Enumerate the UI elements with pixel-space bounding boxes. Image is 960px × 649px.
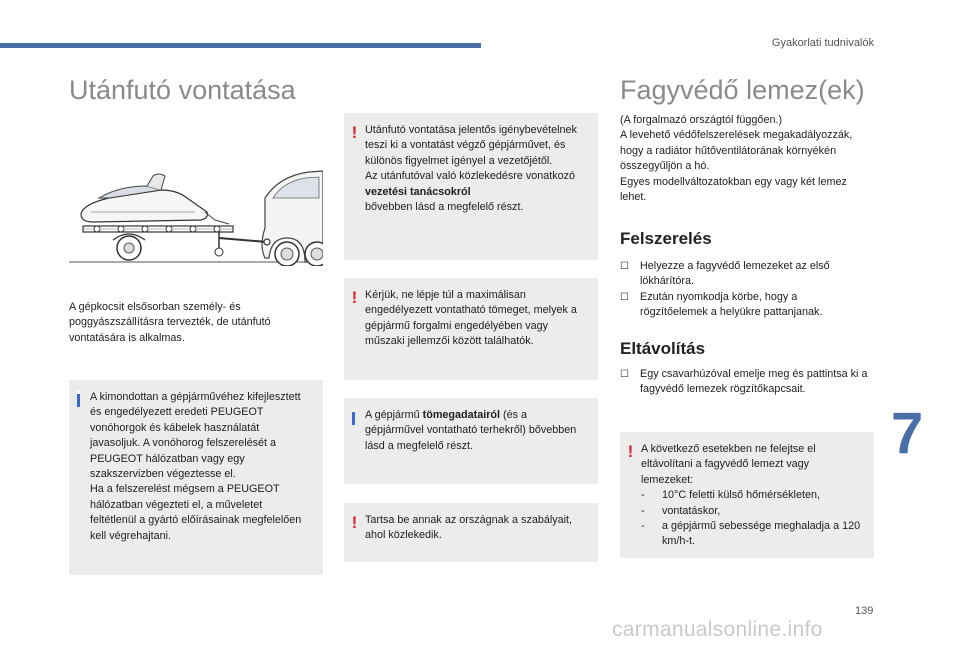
warning-box-removal-conditions xyxy=(620,432,874,558)
warning-icon: ! xyxy=(351,288,358,307)
info-icon-dot xyxy=(77,391,80,394)
info-box-text: A kimondottan a gépjárművéhez kifejlesztett és engedélyezett eredeti PEUGEOT vonóhorgok és kábelek használatát javasoljuk. A vonóhorog felszerelését a PEUGEOT hálózatban vagy egy szakszervizben végeztesse el. Ha a felszerelést mégsem a PEUGEOT hálózatban végezteti el, a műveletet feltétlenül a gyártó előírásainak megfelelően kell végrehajtani. xyxy=(90,391,302,542)
warning-box-text: Tartsa be annak az országnak a szabályait, ahol közlekedik. xyxy=(365,514,573,542)
list-item: ☐ Ezután nyomkodja körbe, hogy a rögzítőelemek a helyükre pattanjanak. xyxy=(620,291,823,319)
watermark: carmanualsonline.info xyxy=(612,618,823,641)
bullet-icon: ☐ xyxy=(620,369,629,380)
page-title-snow-screen: Fagyvédő lemez(ek) xyxy=(620,75,865,105)
page-number: 139 xyxy=(855,605,874,617)
warning-box-text: A következő esetekben ne felejtse el eltávolítani a fagyvédő lemezt vagy lemezeket: - 10°C feletti külső hőmérsékleten, - vontatáskor, - a gépjármű sebessége meghaladja a 120 km/h-t. xyxy=(641,442,862,550)
car-towing-jetski-trailer-icon xyxy=(69,168,323,266)
list-item: - 10°C feletti külső hőmérsékleten, xyxy=(641,489,820,502)
warning-icon: ! xyxy=(351,513,358,532)
heading-fitting: Felszerelés xyxy=(620,229,712,248)
list-item: ☐ Helyezze a fagyvédő lemezeket az első lökhárítóra. xyxy=(620,260,830,288)
list-item: ☐ Egy csavarhúzóval emelje meg és pattintsa ki a fagyvédő lemezek rögzítőkapcsait. xyxy=(620,368,868,396)
bullet-icon: ☐ xyxy=(620,292,629,303)
info-box-mass-data xyxy=(344,398,598,484)
warning-box-towing-load xyxy=(344,113,598,260)
list-item: - vontatáskor, xyxy=(641,504,721,517)
page-title-towing: Utánfutó vontatása xyxy=(69,75,296,105)
driving-advice-link: vezetési tanácsokról xyxy=(365,185,471,198)
warning-box-local-rules xyxy=(344,503,598,562)
warning-box-max-mass xyxy=(344,278,598,380)
mass-data-link: tömegadatairól xyxy=(422,409,501,421)
top-accent-bar xyxy=(0,43,481,48)
info-icon-dot xyxy=(352,409,355,412)
heading-removal: Eltávolítás xyxy=(620,339,706,358)
info-box-original-towbar xyxy=(69,380,323,575)
warning-box-text: Utánfutó vontatása jelentős igénybevételnek teszi ki a vontatást végző gépjárművet, és különös figyelmet igényel a vezetőjétől. Az utánfutóval való közlekedésre vonatkozó vezetési tanácsokról bővebben lásd a megfelelő részt. xyxy=(365,124,577,214)
warning-box-text: Kérjük, ne lépje túl a maximálisan engedélyezett vontatható tömeget, melyek a gépjármű forgalmi engedélyében vagy műszaki jellemzői között találhatók. xyxy=(365,289,577,348)
bullet-icon: ☐ xyxy=(620,261,629,272)
info-box-text: A gépjármű tömegadatairól (és a gépjárművel vontatható terhekről) bővebben lásd a megfelelő részt. xyxy=(365,409,577,452)
towing-intro-text: A gépkocsit elsősorban személy- és poggyászszállításra tervezték, de utánfutó vontatására is alkalmas. xyxy=(69,301,271,344)
warning-icon: ! xyxy=(627,442,634,461)
snow-screen-intro: (A forgalmazó országtól függően.) A levehető védőfelszerelések megakadályozzák, hogy a radiátor hűtőventilátorának környékén összegyűljön a hó. Egyes modellváltozatokban egy vagy két lemez lehet. xyxy=(620,114,853,204)
warning-icon: ! xyxy=(351,123,358,142)
section-title: Gyakorlati tudnivalók xyxy=(771,37,874,49)
list-item: - a gépjármű sebessége meghaladja a 120 km/h-t. xyxy=(641,520,861,548)
chapter-number: 7 xyxy=(891,401,924,466)
